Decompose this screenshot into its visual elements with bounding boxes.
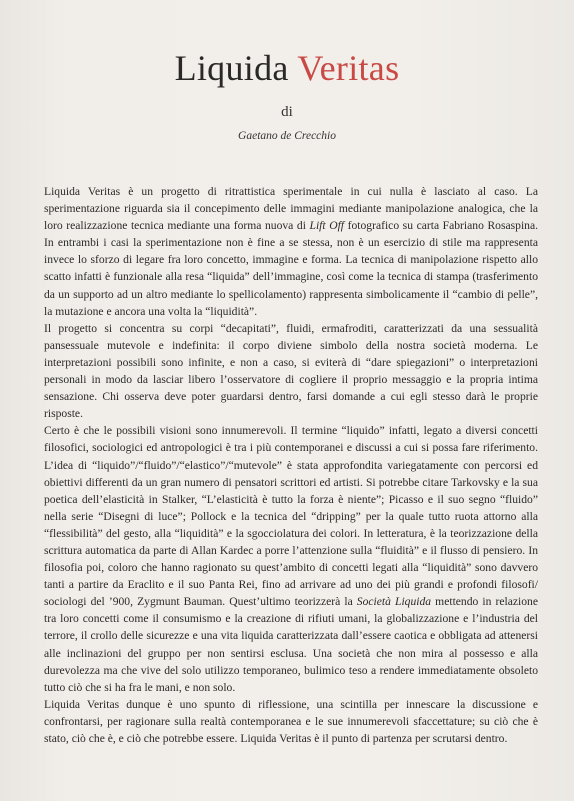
paragraph-2-text: Il progetto si concentra su corpi “decapitati”, fluidi, ermafroditi, caratterizzati da una sessualità pansessuale mutevole e indefinita: il corpo diviene simbolo della nostra società moderna. Le interpretazioni possibili sono infinite, e non a caso, si eviterà di “dare spiegazioni” o interpretazioni personali in modo da lasciar libero l’osservatore di cogliere il proprio messaggio e la propria intima sensazione. Chi osserva deve poter guardarsi dentro, farsi domande a cui egli stesso darà le proprie risposte. [44, 321, 538, 421]
header [0, 46, 574, 90]
paragraph-3-text-cont: mettendo in relazione tra loro concetti come il consumismo e la creazione di rifiuti umani, la globalizzazione e l’industria del terrore, il crollo delle sicurezze e una vita liquida caratterizzata dall’essere caotica e obbligata ad attenersi alle inclinazioni del gruppo per non sentirsi esclusa. Una società che non mira al possesso e alla durevolezza ma che vive del solo utilizzo temporaneo, bulimico teso a rendere immediatamente obsoleto tutto ciò che si ha fra le mani, e non solo. [44, 595, 538, 694]
author-name: Gaetano de Crecchio [238, 130, 336, 142]
page-title [0, 46, 574, 90]
paragraph-3 [44, 422, 538, 696]
paragraph-4 [44, 696, 538, 747]
paragraph-1 [44, 183, 538, 320]
paragraph-3-text: Certo è che le possibili visioni sono innumerevoli. Il termine “liquido” infatti, legato a diversi concetti filosofici, sociologici ed antropologici è tra i più contemporanei e discussi a cui si possa fare riferimento. L’idea di “liquido”/“fluido”/“elastico”/“mutevole” è stata approfondita variegatamente con percorsi ed obiettivi differenti da un gran numero di pensatori scrittori ed artisti. Si potrebbe citare Tarkovsky e la sua poetica dell’elasticità in Stalker, “L’elasticità è tutto la forza è niente”; Picasso e il suo segno “fluido” nella serie “Disegni di luce”; Pollock e la tecnica del “dripping” per la quale tutto ruota attorno alla “flessibilità” del gesto, alla “liquidità” e la sgocciolatura dei colori. In letteratura, è la teorizzazione della scrittura automatica da parte di Allan Kardec a porre l’attenzione sulla “fluidità” e il flusso di pensiero. In filosofia poi, coloro che hanno ragionato su quest’ambito di concetti legati alla “liquidità” sono davvero tanti a partire da Eraclito e il suo Panta Rei, fino ad arrivare ad uno dei più grandi e profondi filosofi/ sociologi del ’900, Zygmunt Bauman. Quest’ultimo teorizzerà la [44, 424, 538, 609]
paragraph-1-text-cont: fotografico su carta Fabriano Rosaspina. In entrambi i casi la sperimentazione non è fine a se stessa, non è un esercizio di stile ma rappresenta invece lo sforzo di legare fra loro concetto, immagine e forma. La tecnica di manipolazione rispetto allo scatto infatti è funzionale alla resa “liquida” dell’immagine, così come la tecnica di stampa (trasferimento da un supporto ad un altro mediante lo spellicolamento) rappresenta simbolicamente il “cambio di pelle”, la mutazione e ancora una volta la “liquidità”. [44, 219, 539, 318]
article-body [44, 183, 538, 747]
title-part-1: Liquida [174, 48, 289, 88]
paragraph-2 [44, 320, 538, 423]
paragraph-1-italic: Lift Off [309, 219, 345, 233]
title-part-2: Veritas [297, 48, 400, 88]
paragraph-4-text: Liquida Veritas dunque è uno spunto di riflessione, una scintilla per innescare la discussione e confrontarsi, per ragionare sulla realtà contemporanea e le sue innumerevoli sfaccettature; su ciò che è stato, ciò che è, e ciò che potrebbe essere. Liquida Veritas è il punto di partenza per scrutarsi dentro. [44, 697, 538, 745]
paragraph-1-text: Liquida Veritas è un progetto di ritrattistica sperimentale in cui nulla è lasciato al caso. La sperimentazione riguarda sia il concepimento delle immagini mediante manipolazione analogica, che la loro realizzazione tecnica mediante una forma nuova di [44, 185, 538, 233]
paragraph-3-italic: Società Liquida [356, 595, 432, 609]
byline: di [281, 104, 293, 120]
